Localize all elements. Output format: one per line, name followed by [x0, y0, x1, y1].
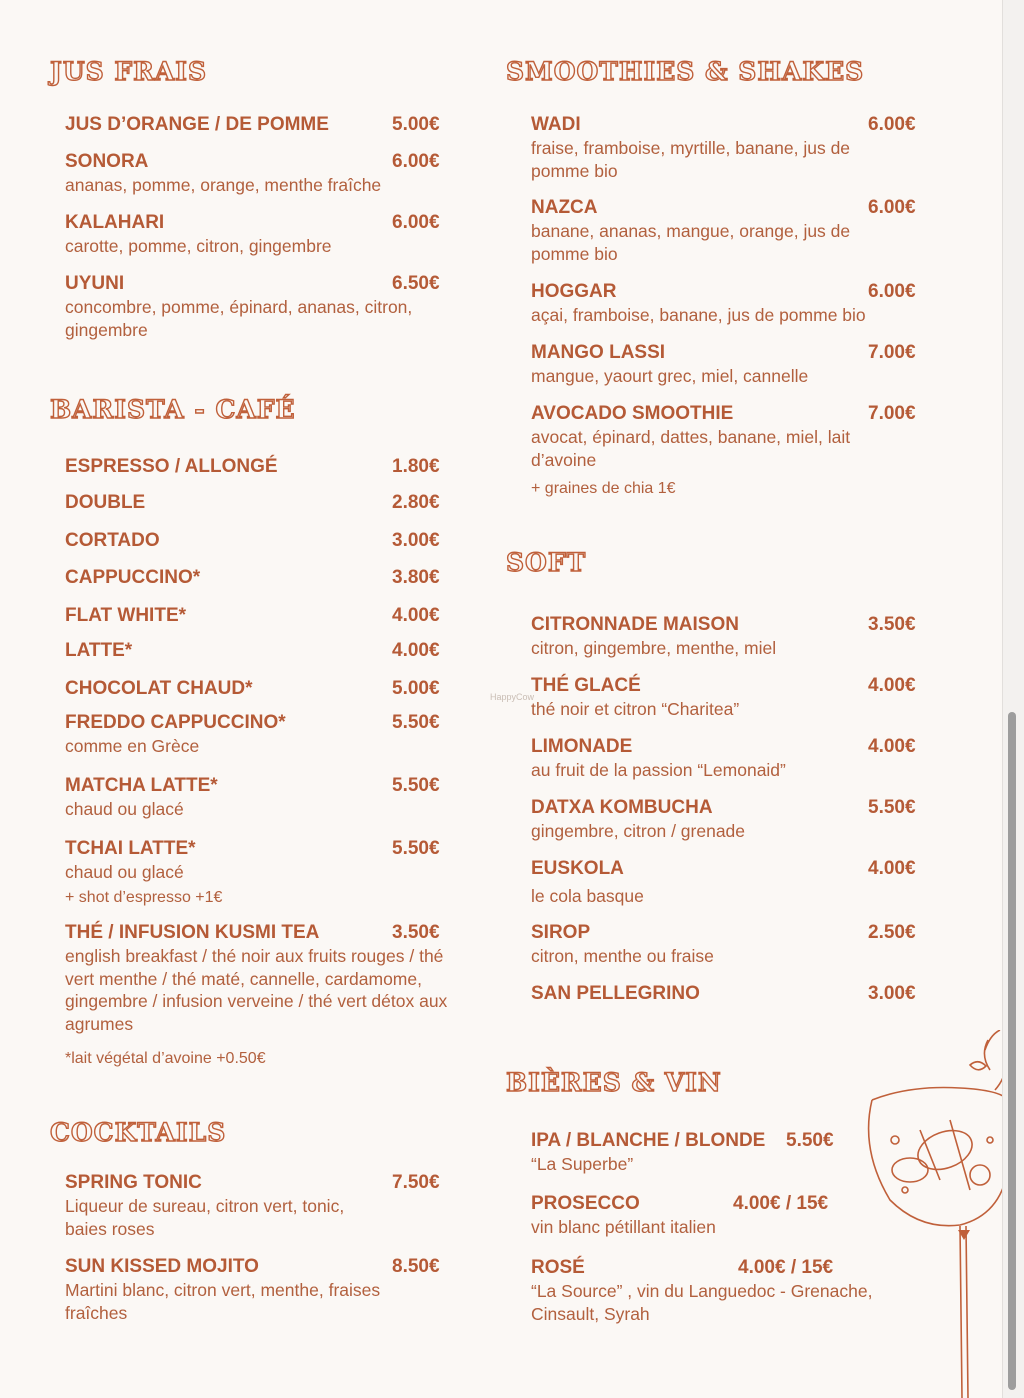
item-price: 4.00€: [868, 675, 916, 696]
item-name: FLAT WHITE*: [65, 605, 187, 626]
item-price: 3.50€: [868, 614, 916, 635]
item-description: ananas, pomme, orange, menthe fraîche: [65, 175, 382, 195]
item-price: 2.50€: [868, 922, 916, 943]
item-name: IPA / BLANCHE / BLONDE: [531, 1130, 766, 1151]
item-description: fraise, framboise, myrtille, banane, jus de pomme bio: [531, 138, 851, 181]
item-name: CHOCOLAT CHAUD*: [65, 678, 253, 699]
item-name: MATCHA LATTE*: [65, 775, 218, 796]
section-title-bieres: BIÈRES & VIN: [506, 1068, 722, 1097]
item-price: 7.00€: [868, 342, 916, 363]
item-description: carotte, pomme, citron, gingembre: [65, 236, 332, 256]
item-name: SUN KISSED MOJITO: [65, 1256, 259, 1277]
item-price: 6.00€: [392, 212, 440, 233]
item-name: CORTADO: [65, 530, 160, 551]
item-price: 4.00€: [392, 640, 440, 661]
item-price: 4.00€: [392, 605, 440, 626]
item-price: 4.00€: [868, 858, 916, 879]
item-price: 3.80€: [392, 567, 440, 588]
item-description: le cola basque: [531, 886, 644, 906]
item-description: açai, framboise, banane, jus de pomme bio: [531, 305, 866, 325]
item-price: 4.00€ / 15€: [738, 1257, 834, 1278]
item-name: CITRONNADE MAISON: [531, 614, 739, 635]
item-price: 5.50€: [392, 775, 440, 796]
item-description: Martini blanc, citron vert, menthe, fraises fraîches: [65, 1280, 381, 1323]
item-description: avocat, épinard, dattes, banane, miel, lait d’avoine: [531, 427, 851, 470]
item-description: comme en Grèce: [65, 736, 200, 756]
item-price: 2.80€: [392, 492, 440, 513]
item-price: 5.50€: [392, 838, 440, 859]
item-price: 5.50€: [868, 797, 916, 818]
section-title-cocktails: COCKTAILS: [50, 1118, 227, 1147]
item-name: JUS D’ORANGE / DE POMME: [65, 114, 329, 135]
item-name: DOUBLE: [65, 492, 146, 513]
section-title-soft: SOFT: [506, 548, 587, 577]
section-title-smoothies: SMOOTHIES & SHAKES: [506, 57, 865, 86]
item-price: 6.50€: [392, 273, 440, 294]
item-name: AVOCADO SMOOTHIE: [531, 403, 734, 424]
item-price: 5.00€: [392, 678, 440, 699]
scrollbar-thumb[interactable]: [1008, 712, 1016, 1390]
item-name: SONORA: [65, 151, 149, 172]
item-price: 6.00€: [868, 281, 916, 302]
tchai-extra-note: + shot d’espresso +1€: [65, 889, 223, 906]
item-price: 4.00€: [868, 736, 916, 757]
item-description: gingembre, citron / grenade: [531, 821, 746, 841]
barista-footnote: *lait végétal d’avoine +0.50€: [65, 1050, 266, 1067]
section-title-jus-frais: JUS FRAIS: [50, 57, 208, 86]
item-price: 7.50€: [392, 1172, 440, 1193]
smoothies-extra-note: + graines de chia 1€: [531, 480, 676, 497]
item-description: au fruit de la passion “Lemonaid”: [531, 760, 786, 780]
item-description: concombre, pomme, épinard, ananas, citron, gingembre: [65, 297, 413, 340]
item-name: SAN PELLEGRINO: [531, 983, 700, 1004]
item-name: LATTE*: [65, 640, 133, 661]
item-name: WADI: [531, 114, 581, 135]
item-description: citron, gingembre, menthe, miel: [531, 638, 777, 658]
item-name: PROSECCO: [531, 1193, 640, 1214]
item-description: chaud ou glacé: [65, 799, 184, 819]
item-name: LIMONADE: [531, 736, 633, 757]
item-name: SPRING TONIC: [65, 1172, 202, 1193]
item-name: UYUNI: [65, 273, 125, 294]
item-description: english breakfast / thé noir aux fruits rouges / thé vert menthe / thé maté, cannelle, cardamome, gingembre / infusion verveine / thé vert détox aux agrumes: [65, 946, 448, 1034]
item-description: “La Superbe”: [531, 1154, 634, 1174]
item-price: 6.00€: [868, 197, 916, 218]
item-name: SIROP: [531, 922, 591, 943]
item-name: THÉ / INFUSION KUSMI TEA: [65, 922, 320, 943]
item-description: Liqueur de sureau, citron vert, tonic, baies roses: [65, 1196, 345, 1239]
cocktail-glass-illustration-icon: [850, 1030, 1010, 1398]
item-price: 6.00€: [868, 114, 916, 135]
item-price: 1.80€: [392, 456, 440, 477]
item-name: THÉ GLACÉ: [531, 675, 641, 696]
item-price: 5.50€: [392, 712, 440, 733]
item-name: ESPRESSO / ALLONGÉ: [65, 456, 278, 477]
item-price: 3.00€: [868, 983, 916, 1004]
item-description: thé noir et citron “Charitea”: [531, 699, 740, 719]
happycow-watermark: HappyCow: [490, 692, 535, 702]
item-description: chaud ou glacé: [65, 862, 184, 882]
item-price: 8.50€: [392, 1256, 440, 1277]
item-price: 3.50€: [392, 922, 440, 943]
item-name: MANGO LASSI: [531, 342, 666, 363]
item-description: vin blanc pétillant italien: [531, 1217, 716, 1237]
item-price: 3.00€: [392, 530, 440, 551]
item-description: citron, menthe ou fraise: [531, 946, 714, 966]
item-name: ROSÉ: [531, 1257, 585, 1278]
item-price: 5.50€: [786, 1130, 834, 1151]
item-price: 4.00€ / 15€: [733, 1193, 829, 1214]
item-name: KALAHARI: [65, 212, 165, 233]
item-description: mangue, yaourt grec, miel, cannelle: [531, 366, 809, 386]
item-price: 5.00€: [392, 114, 440, 135]
item-price: 6.00€: [392, 151, 440, 172]
item-name: CAPPUCCINO*: [65, 567, 201, 588]
item-name: NAZCA: [531, 197, 598, 218]
item-name: TCHAI LATTE*: [65, 838, 196, 859]
item-description: banane, ananas, mangue, orange, jus de pomme bio: [531, 221, 851, 264]
section-title-barista: BARISTA - CAFÉ: [50, 395, 296, 424]
item-price: 7.00€: [868, 403, 916, 424]
item-name: EUSKOLA: [531, 858, 624, 879]
item-name: DATXA KOMBUCHA: [531, 797, 713, 818]
item-name: HOGGAR: [531, 281, 617, 302]
item-description: “La Source” , vin du Languedoc - Grenache, Cinsault, Syrah: [531, 1281, 873, 1324]
item-name: FREDDO CAPPUCCINO*: [65, 712, 286, 733]
